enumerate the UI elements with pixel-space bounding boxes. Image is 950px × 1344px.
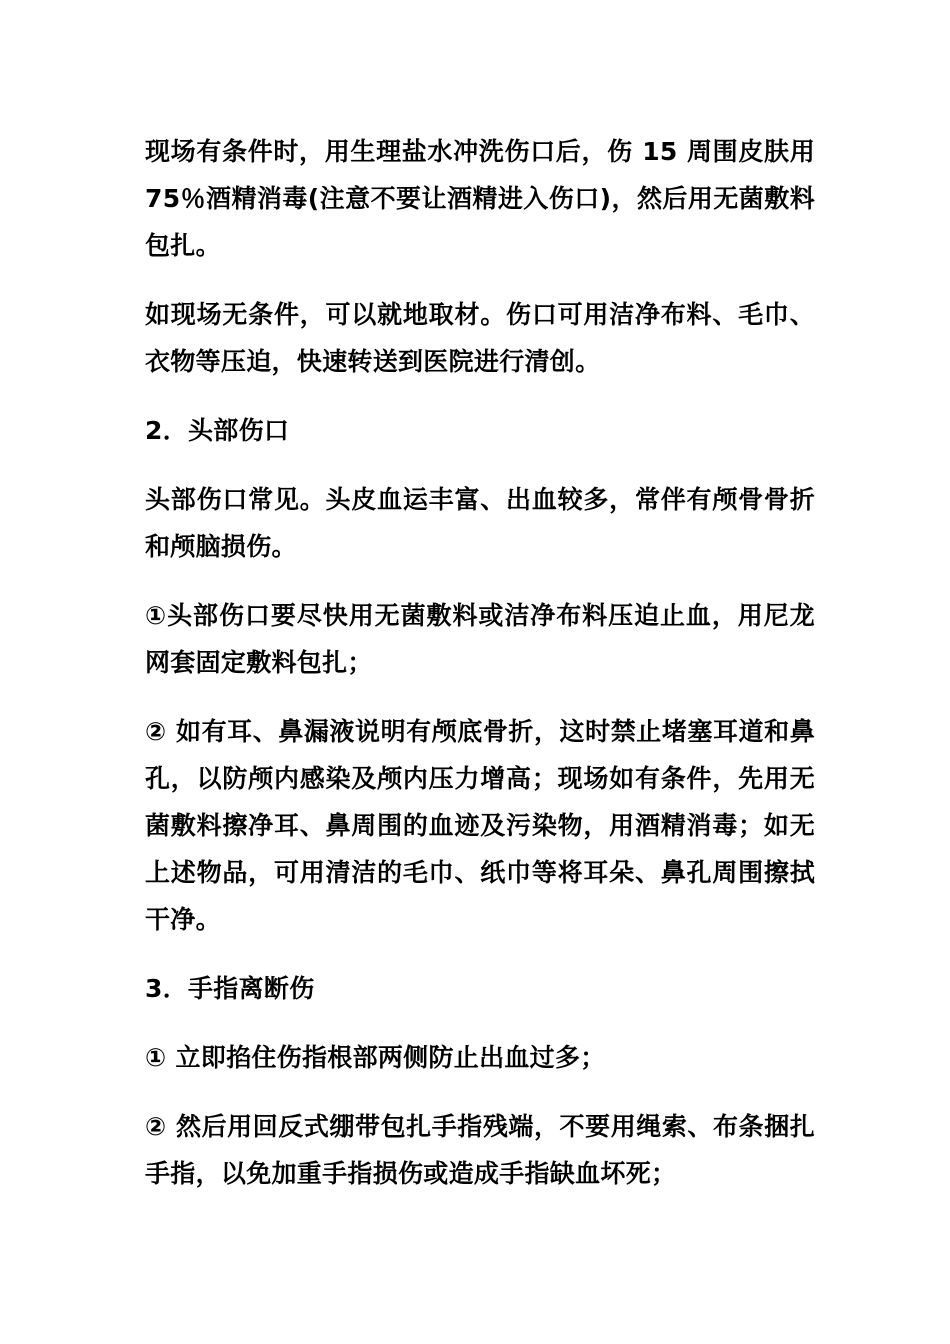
paragraph-finger-step-1: ① 立即掐住伤指根部两侧防止出血过多； bbox=[145, 1043, 606, 1072]
section-heading-finger-amputation: 3．手指离断伤 bbox=[145, 974, 315, 1003]
paragraph-head-wound-step-2: ② 如有耳、鼻漏液说明有颅底骨折，这时禁止堵塞耳道和鼻孔，以防颅内感染及颅内压力增高；现场如有条件，先用无菌敷料擦净耳、鼻周围的血迹及污染物，用酒精消毒；如无上述物品，可用清洁的毛巾、纸巾等将耳朵、鼻孔周围擦拭干净。 bbox=[145, 717, 815, 934]
document-body bbox=[145, 128, 815, 1219]
paragraph-wound-cleaning: 现场有条件时，用生理盐水冲洗伤口后，伤 15 周围皮肤用 75％酒精消毒(注意不要让酒精进入伤口)，然后用无菌敷料包扎。 bbox=[145, 137, 815, 260]
paragraph-head-wound-step-1: ①头部伤口要尽快用无菌敷料或洁净布料压迫止血，用尼龙网套固定敷料包扎； bbox=[145, 601, 815, 677]
section-heading-head-wound: 2．头部伤口 bbox=[145, 416, 290, 445]
paragraph-head-wound-intro: 头部伤口常见。头皮血运丰富、出血较多，常伴有颅骨骨折和颅脑损伤。 bbox=[145, 485, 815, 561]
paragraph-finger-step-2: ② 然后用回反式绷带包扎手指残端，不要用绳索、布条捆扎手指，以免加重手指损伤或造成手指缺血坏死； bbox=[145, 1112, 815, 1188]
paragraph-no-conditions: 如现场无条件，可以就地取材。伤口可用洁净布料、毛巾、衣物等压迫，快速转送到医院进行清创。 bbox=[145, 300, 815, 376]
